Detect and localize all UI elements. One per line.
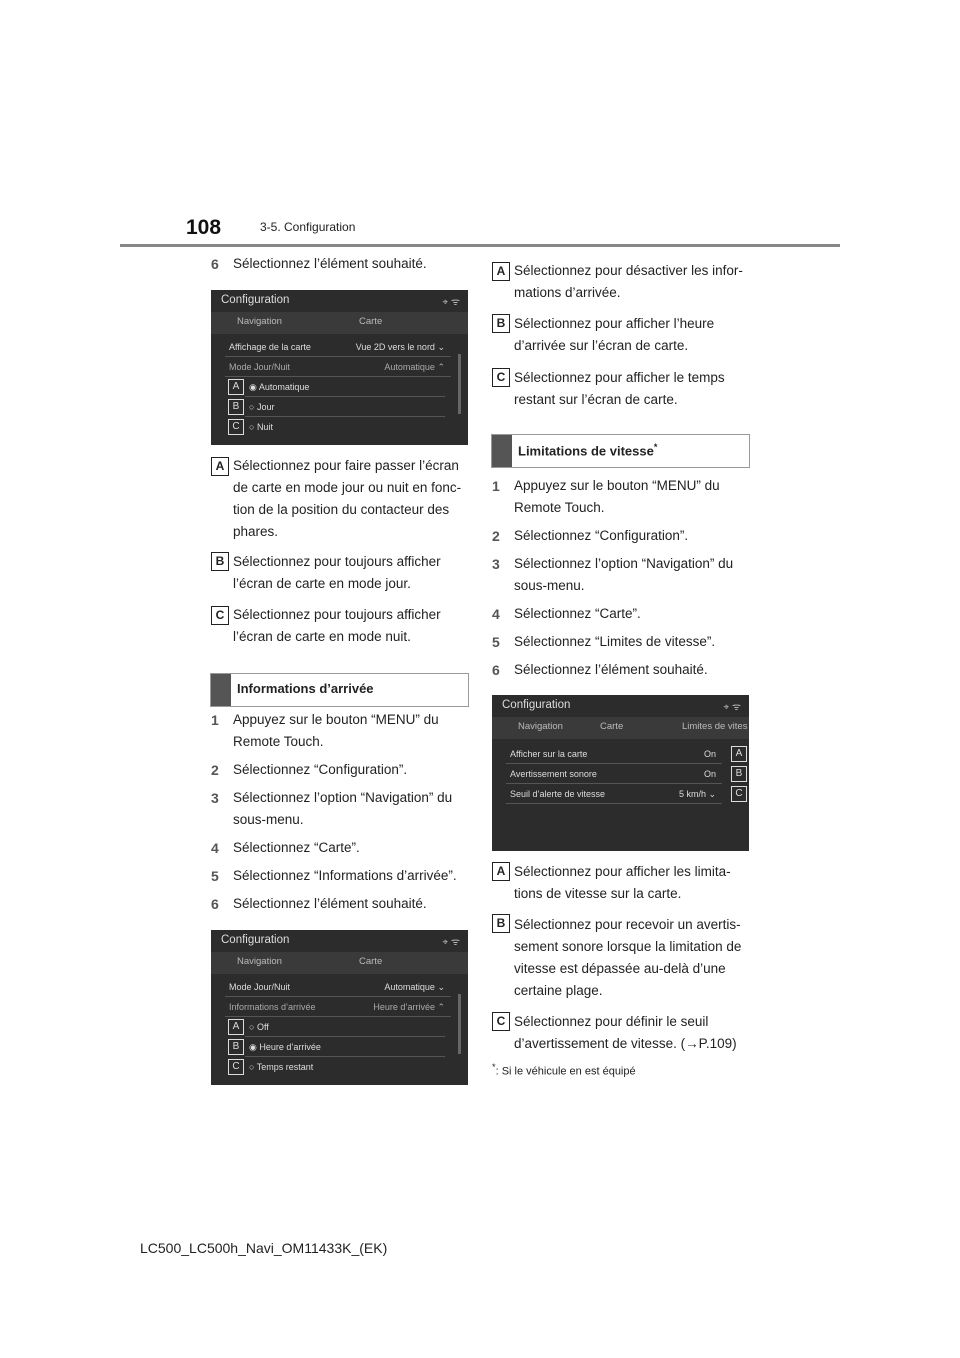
callout-a: A: [228, 1019, 244, 1035]
callout-c: C: [228, 419, 244, 435]
desc-a: Sélectionnez pour faire passer l’écran de carte en mode jour ou nuit en fonc- tion de la position du contacteur des phares.: [233, 458, 462, 539]
step-number: 6: [211, 896, 219, 912]
step-5: [492, 631, 752, 653]
label-b: B: [492, 914, 510, 933]
desc-c-arrival: Sélectionnez pour afficher le temps restant sur l’écran de carte.: [514, 370, 725, 407]
callout-c: C: [228, 1059, 244, 1075]
callout-a: A: [731, 746, 747, 762]
row-label: Afficher sur la carte: [510, 749, 588, 759]
tab-navigation[interactable]: Navigation: [237, 316, 282, 327]
tab-navigation[interactable]: Navigation: [237, 956, 282, 967]
row-label: Affichage de la carte: [229, 342, 311, 352]
row-day-night[interactable]: [225, 978, 451, 997]
screenshot-speed-limits: [492, 695, 749, 851]
row-label: Avertissement sonore: [510, 769, 597, 779]
status-icons: ⌖ ᯤ: [442, 297, 460, 308]
row-show-on-map[interactable]: [506, 745, 722, 764]
option-arrival-time[interactable]: [245, 1038, 445, 1057]
step-4: [492, 603, 752, 625]
screen-tabs: [492, 717, 749, 739]
screenshot-arrival-info: [211, 930, 468, 1085]
callout-b: B: [228, 1039, 244, 1055]
step-number: 2: [211, 762, 219, 778]
screen-title: Configuration: [221, 934, 290, 946]
step-text: Sélectionnez l’élément souhaité.: [233, 256, 427, 271]
row-sound-alert[interactable]: [506, 765, 722, 784]
status-icons: ⌖ ᯤ: [723, 702, 741, 713]
row-speed-threshold[interactable]: [506, 785, 722, 804]
row-label: Informations d’arrivée: [229, 1002, 316, 1012]
desc-b: Sélectionnez pour toujours afficher l’écran de carte en mode jour.: [233, 554, 441, 591]
screen-title: Configuration: [502, 699, 571, 711]
step-text: Sélectionnez “Carte”.: [233, 840, 360, 855]
row-arrival-info[interactable]: [225, 998, 451, 1017]
desc-c-speed: Sélectionnez pour définir le seuil d’avertissement de vitesse. (→P.109): [514, 1014, 737, 1051]
option-label: ○ Jour: [249, 402, 275, 412]
step-number: 5: [211, 868, 219, 884]
footnote-text: : Si le véhicule en est équipé: [495, 1065, 636, 1078]
row-value: 5 km/h ⌄: [678, 789, 716, 799]
desc-c: Sélectionnez pour toujours afficher l’écran de carte en mode nuit.: [233, 607, 441, 644]
step-6: [211, 253, 471, 275]
document-code: LC500_LC500h_Navi_OM11433K_(EK): [140, 1240, 388, 1256]
heading-text: Informations d’arrivée: [237, 681, 374, 696]
step-text: Appuyez sur le bouton “MENU” du Remote Touch.: [233, 712, 439, 749]
option-off[interactable]: [245, 1018, 445, 1037]
screen-title: Configuration: [221, 294, 290, 306]
heading-text: Limitations de vitesse*: [518, 442, 658, 459]
step-text: Sélectionnez “Configuration”.: [514, 528, 689, 543]
step-number: 3: [492, 556, 500, 572]
section-title: 3-5. Configuration: [260, 220, 356, 234]
step-text: Sélectionnez “Informations d’arrivée”.: [233, 868, 457, 883]
row-map-display[interactable]: [225, 338, 451, 357]
step-text: Sélectionnez l’option “Navigation” du sous-menu.: [233, 790, 453, 827]
row-label: Mode Jour/Nuit: [229, 362, 291, 372]
step-3: [211, 787, 471, 831]
section-heading-speed: [491, 434, 750, 468]
screen-tabs: [211, 952, 468, 974]
scrollbar[interactable]: [458, 354, 461, 414]
screen-tabs: [211, 312, 468, 334]
tab-carte[interactable]: Carte: [359, 956, 383, 967]
callout-c: C: [731, 786, 747, 802]
step-number: 2: [492, 528, 500, 544]
page-number: 108: [186, 216, 222, 239]
option-label: ◉ Heure d’arrivée: [249, 1042, 321, 1052]
step-number: 6: [211, 256, 219, 272]
label-c: C: [492, 1012, 510, 1031]
label-a: A: [492, 862, 510, 881]
step-number: 4: [492, 606, 500, 622]
tab-carte[interactable]: Carte: [600, 721, 624, 732]
callout-b: B: [228, 399, 244, 415]
option-automatique[interactable]: [245, 378, 445, 397]
step-2: [211, 759, 471, 781]
option-label: ○ Temps restant: [249, 1062, 314, 1072]
label-c: C: [211, 606, 229, 625]
step-5: [211, 865, 471, 887]
row-value: Heure d’arrivée ⌃: [373, 1002, 445, 1012]
step-number: 4: [211, 840, 219, 856]
footnote: [492, 1062, 636, 1078]
step-3: [492, 553, 752, 597]
label-b: B: [211, 552, 229, 571]
row-value: Automatique ⌄: [384, 982, 445, 992]
tab-speed-limits[interactable]: Limites de vites: [682, 721, 748, 732]
desc-a-arrival: Sélectionnez pour désactiver les infor- mations d’arrivée.: [514, 263, 743, 300]
tab-carte[interactable]: Carte: [359, 316, 383, 327]
step-number: 6: [492, 662, 500, 678]
step-4: [211, 837, 471, 859]
callout-b: B: [731, 766, 747, 782]
status-icons: ⌖ ᯤ: [442, 937, 460, 948]
label-a: A: [211, 457, 229, 476]
row-day-night[interactable]: [225, 358, 451, 377]
step-number: 5: [492, 634, 500, 650]
step-text: Sélectionnez l’option “Navigation” du sous-menu.: [514, 556, 734, 593]
option-label: ○ Off: [249, 1022, 269, 1032]
scrollbar[interactable]: [458, 994, 461, 1054]
step-6: [492, 659, 752, 681]
desc-b-arrival: Sélectionnez pour afficher l’heure d’arrivée sur l’écran de carte.: [514, 316, 715, 353]
step-text: Appuyez sur le bouton “MENU” du Remote Touch.: [514, 478, 720, 515]
row-value: Vue 2D vers le nord ⌄: [355, 342, 445, 352]
step-text: Sélectionnez “Limites de vitesse”.: [514, 634, 716, 649]
toggle-value: On: [703, 749, 716, 759]
step-6b: [211, 893, 471, 915]
option-nuit[interactable]: [245, 418, 445, 436]
callout-a: A: [228, 379, 244, 395]
step-text: Sélectionnez l’élément souhaité.: [233, 896, 427, 911]
tab-navigation[interactable]: Navigation: [518, 721, 563, 732]
step-number: 3: [211, 790, 219, 806]
section-heading-arrival: [210, 673, 469, 707]
step-text: Sélectionnez “Carte”.: [514, 606, 641, 621]
option-jour[interactable]: [245, 398, 445, 417]
label-a: A: [492, 262, 510, 281]
option-label: ○ Nuit: [249, 422, 273, 432]
step-1: [492, 475, 752, 519]
option-remaining-time[interactable]: [245, 1058, 445, 1076]
row-label: Seuil d’alerte de vitesse: [510, 789, 606, 799]
label-c: C: [492, 368, 510, 387]
step-text: Sélectionnez “Configuration”.: [233, 762, 408, 777]
step-2: [492, 525, 752, 547]
step-1: [211, 709, 471, 753]
header-rule: [120, 244, 840, 247]
row-value: Automatique ⌃: [384, 362, 445, 372]
row-label: Mode Jour/Nuit: [229, 982, 291, 992]
step-text: Sélectionnez l’élément souhaité.: [514, 662, 708, 677]
screenshot-map-display: [211, 290, 468, 445]
label-b: B: [492, 314, 510, 333]
toggle-value: On: [703, 769, 716, 779]
footnote-mark: *: [492, 1062, 496, 1072]
step-number: 1: [211, 712, 219, 728]
option-label: ◉ Automatique: [249, 382, 310, 392]
desc-b-speed: Sélectionnez pour recevoir un avertis- sement sonore lorsque la limitation de vitesse est dépassée au-delà d’une certaine plage.: [514, 917, 742, 998]
desc-a-speed: Sélectionnez pour afficher les limita- tions de vitesse sur la carte.: [514, 864, 731, 901]
step-number: 1: [492, 478, 500, 494]
